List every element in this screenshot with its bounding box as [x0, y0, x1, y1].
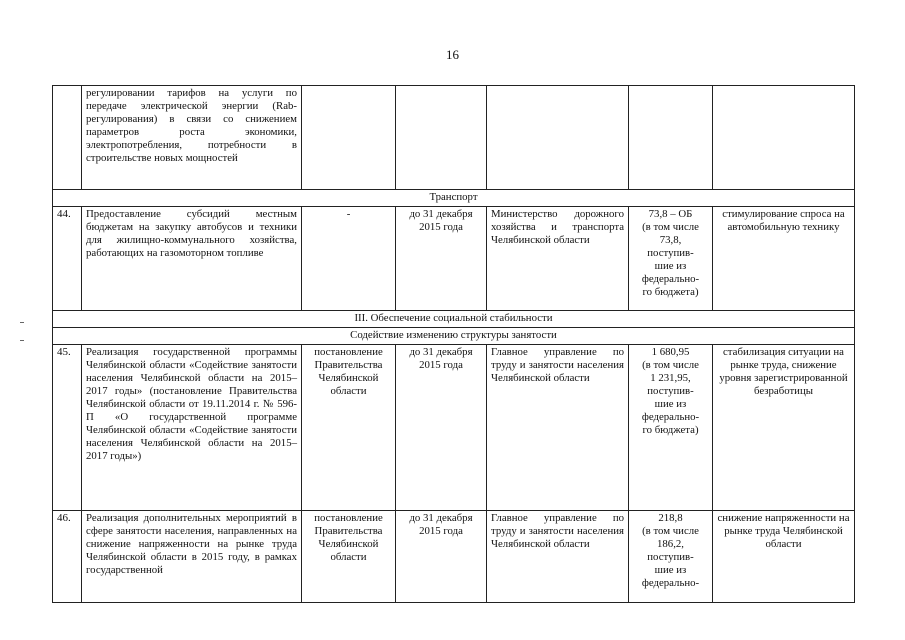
document-cell: постановление Правительства Челябинской области: [302, 345, 396, 511]
table-row: [53, 345, 855, 511]
activity-cell: регулировании тарифов на услуги по передаче электрической энергии (Rab-регулирования) в связи со снижением параметров роста экономики, электропотребления, потребности в строительстве новых мощностей: [82, 86, 302, 190]
executor-cell: Министерство дорожного хозяйства и транспорта Челябинской области: [487, 207, 629, 311]
measures-table: [52, 85, 855, 603]
activity-cell: Предоставление субсидий местным бюджетам на закупку автобусов и техники для жилищно-коммунального хозяйства, работающих на газомоторном топливе: [82, 207, 302, 311]
section-row: [53, 311, 855, 328]
scan-mark: [20, 340, 24, 341]
funding-cell: 1 680,95 (в том числе 1 231,95, поступив- шие из федерально- го бюджета): [629, 345, 713, 511]
section-title-transport: Транспорт: [53, 190, 855, 207]
subsection-title-employment: Содействие изменению структуры занятости: [53, 328, 855, 345]
deadline-cell: до 31 декабря 2015 года: [396, 511, 487, 603]
table-row: [53, 511, 855, 603]
row-number-cell: [53, 86, 82, 190]
result-cell: [713, 86, 855, 190]
document-cell: -: [302, 207, 396, 311]
section-title-social: III. Обеспечение социальной стабильности: [53, 311, 855, 328]
executor-cell: Главное управление по труду и занятости населения Челябинской области: [487, 511, 629, 603]
page-number: 16: [446, 47, 459, 62]
row-number-cell: 46.: [53, 511, 82, 603]
funding-cell: 73,8 – ОБ (в том числе 73,8, поступив- шие из федерально- го бюджета): [629, 207, 713, 311]
table-row: [53, 207, 855, 311]
deadline-cell: [396, 86, 487, 190]
row-number-cell: 45.: [53, 345, 82, 511]
row-number-cell: 44.: [53, 207, 82, 311]
section-row: [53, 190, 855, 207]
document-cell: постановление Правительства Челябинской области: [302, 511, 396, 603]
section-row: [53, 328, 855, 345]
funding-cell: [629, 86, 713, 190]
result-cell: снижение напряженности на рынке труда Челябинской области: [713, 511, 855, 603]
funding-cell: 218,8 (в том числе 186,2, поступив- шие из федерально-: [629, 511, 713, 603]
activity-cell: Реализация государственной программы Челябинской области «Содействие занятости населения Челябинской области на 2015–2017 годы» (постановление Правительства Челябинской области от 19.11.2014 г. № 596-П «О государственной программе Челябинской области «Содействие занятости населения Челябинской области на 2015–2017 годы»): [82, 345, 302, 511]
table-row: [53, 86, 855, 190]
result-cell: стимулирование спроса на автомобильную технику: [713, 207, 855, 311]
deadline-cell: до 31 декабря 2015 года: [396, 207, 487, 311]
result-cell: стабилизация ситуации на рынке труда, снижение уровня зарегистрированной безработицы: [713, 345, 855, 511]
deadline-cell: до 31 декабря 2015 года: [396, 345, 487, 511]
document-cell: [302, 86, 396, 190]
executor-cell: Главное управление по труду и занятости населения Челябинской области: [487, 345, 629, 511]
activity-cell: Реализация дополнительных мероприятий в сфере занятости населения, направленных на снижение напряженности на рынке труда Челябинской области в 2015 году, в рамках государственной: [82, 511, 302, 603]
scan-mark: [20, 322, 24, 323]
executor-cell: [487, 86, 629, 190]
